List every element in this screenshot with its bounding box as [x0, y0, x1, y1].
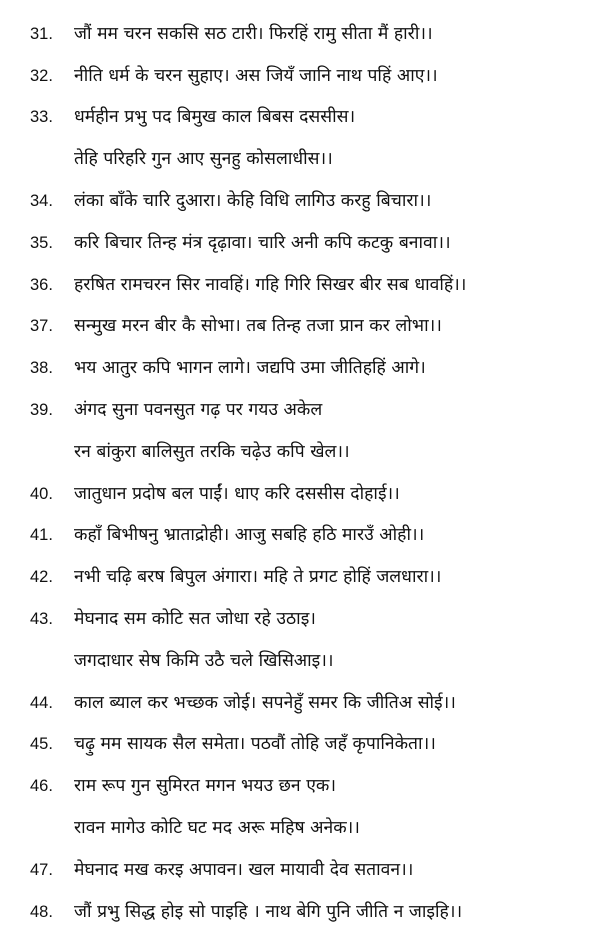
verse-text: तेहि परिहरि गुन आए सुनहु कोसलाधीस।।: [74, 149, 333, 169]
verse-line: [0, 308, 600, 344]
verse-number: 47.: [30, 861, 53, 879]
verse-line: [0, 517, 600, 553]
verse-number: 32.: [30, 67, 53, 85]
verse-text: अंगद सुना पवनसुत गढ़ पर गयउ अकेल: [74, 400, 323, 420]
verse-number: 34.: [30, 192, 53, 210]
verse-line: [0, 810, 600, 846]
verse-line: [0, 350, 600, 386]
verse-text: जातुधान प्रदोष बल पाईं। धाए करि दससीस दोहाई।।: [74, 484, 400, 504]
verse-text: रन बांकुरा बालिसुत तरकि चढ़ेउ कपि खेल।।: [74, 442, 350, 462]
verse-text: करि बिचार तिन्ह मंत्र दृढ़ावा। चारि अनी कपि कटकु बनावा।।: [74, 233, 451, 253]
verse-line: [0, 894, 600, 930]
verse-line: [0, 601, 600, 637]
verse-text: भय आतुर कपि भागन लागे। जद्यपि उमा जीतिहहिं आगे।: [74, 358, 426, 378]
verse-text: चढ़ु मम सायक सैल समेता। पठवौं तोहि जहँ कृपानिकेता।।: [74, 734, 436, 754]
verse-line: [0, 267, 600, 303]
verse-text: रावन मागेउ कोटि घट मद अरू महिष अनेक।।: [74, 818, 360, 838]
verse-text: काल ब्याल कर भच्छक जोई। सपनेहुँ समर कि जीतिअ सोई।।: [74, 693, 456, 713]
verse-number: 38.: [30, 359, 53, 377]
verse-text: कहाँ बिभीषनु भ्राताद्रोही। आजु सबहि हठि मारउँ ओही।।: [74, 525, 425, 545]
verse-line: [0, 225, 600, 261]
verse-text: धर्महीन प्रभु पद बिमुख काल बिबस दससीस।: [74, 107, 356, 127]
verse-line: [0, 392, 600, 428]
verse-line: [0, 726, 600, 762]
verse-line: [0, 559, 600, 595]
verse-number: 48.: [30, 903, 53, 921]
verse-text: नभी चढ़ि बरष बिपुल अंगारा। महि ते प्रगट होहिं जलधारा।।: [74, 567, 442, 587]
verse-number: 33.: [30, 108, 53, 126]
verse-number: 42.: [30, 568, 53, 586]
verse-number: 41.: [30, 526, 53, 544]
verse-number: 36.: [30, 276, 53, 294]
verse-number: 31.: [30, 25, 53, 43]
verse-line: [0, 141, 600, 177]
verse-line: [0, 99, 600, 135]
verse-line: [0, 58, 600, 94]
verse-text: लंका बाँके चारि दुआरा। केहि विधि लागिउ करहु बिचारा।।: [74, 191, 432, 211]
verse-number: 39.: [30, 401, 53, 419]
verse-line: [0, 16, 600, 52]
verse-text: हरषित रामचरन सिर नावहिं। गहि गिरि सिखर बीर सब धावहिं।।: [74, 275, 467, 295]
verse-number: 35.: [30, 234, 53, 252]
verse-number: 46.: [30, 777, 53, 795]
verse-text: मेघनाद मख करइ अपावन। खल मायावी देव सतावन।।: [74, 860, 414, 880]
verse-number: 44.: [30, 694, 53, 712]
verse-line: [0, 476, 600, 512]
verse-text: राम रूप गुन सुमिरत मगन भयउ छन एक।: [74, 776, 336, 796]
verse-line: [0, 768, 600, 804]
verse-line: [0, 643, 600, 679]
verse-text: नीति धर्म के चरन सुहाए। अस जियँ जानि नाथ पहिं आए।।: [74, 66, 438, 86]
verse-text: जगदाधार सेष किमि उठै चले खिसिआइ।।: [74, 651, 334, 671]
verse-line: [0, 685, 600, 721]
verse-number: 43.: [30, 610, 53, 628]
verse-text: सन्मुख मरन बीर कै सोभा। तब तिन्ह तजा प्रान कर लोभा।।: [74, 316, 442, 336]
verse-text: जौं मम चरन सकसि सठ टारी। फिरहिं रामु सीता मैं हारी।।: [74, 24, 433, 44]
verse-text: मेघनाद सम कोटि सत जोधा रहे उठाइ।: [74, 609, 316, 629]
verse-line: [0, 434, 600, 470]
verse-number: 40.: [30, 485, 53, 503]
verse-line: [0, 852, 600, 888]
verse-number: 45.: [30, 735, 53, 753]
verse-text: जौं प्रभु सिद्ध होइ सो पाइहि । नाथ बेगि पुनि जीति न जाइहि।।: [74, 902, 463, 922]
verse-line: [0, 183, 600, 219]
verse-number: 37.: [30, 317, 53, 335]
